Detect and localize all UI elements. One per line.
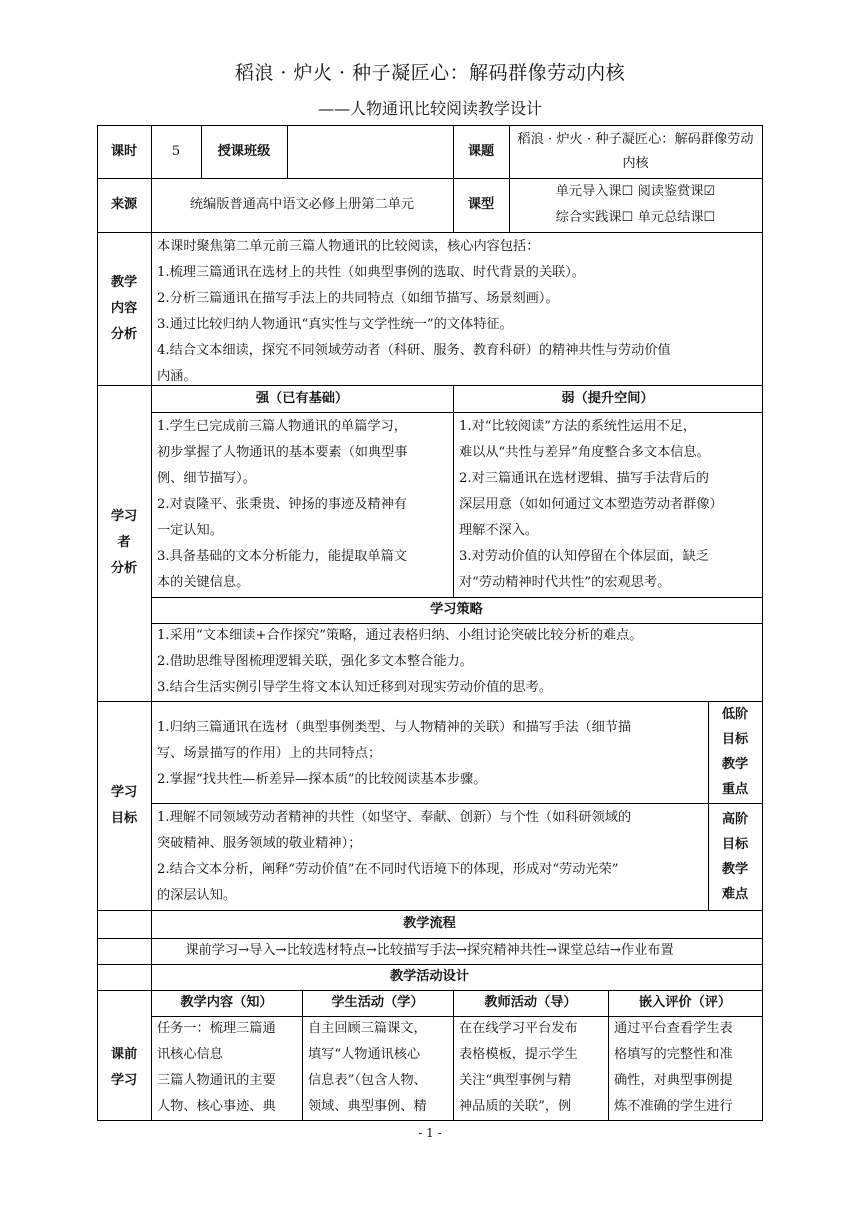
pre-class-content: 任务一：梳理三篇通 讯核心信息 三篇人物通讯的主要 人物、核心事迹、典 xyxy=(157,1021,276,1114)
content-analysis-label: 教学 内容 分析 xyxy=(110,274,138,342)
topic-value: 稻浪 · 炉火 · 种子凝匠心：解码群像劳动内核 xyxy=(517,131,754,171)
document-title: 稻浪 · 炉火 · 种子凝匠心：解码群像劳动内核 xyxy=(234,62,626,84)
low-objectives-text: 1.归纳三篇通讯在选材（典型事例类型、与人物精神的关联）和描写手法（细节描 写、场景描写的作用）上的共同特点； 2.掌握“找共性—析差异—探本质”的比较阅读基本步骤。 xyxy=(157,720,632,787)
strong-header: 强（已有基础） xyxy=(255,390,349,406)
strong-text: 1.学生已完成前三篇人物通讯的单篇学习， 初步掌握了人物通讯的基本要素（如典型事 例、细节描写）。 2.对袁隆平、张秉贵、钟扬的事迹及精神有 一定认知。 3.具备基础的文本分析能力，能提取单篇文 本的关键信息。 xyxy=(157,419,408,590)
strategy-header: 学习策略 xyxy=(430,602,483,617)
content-line: 1.梳理三篇通讯在选材上的共性（如典型事例的选取、时代背景的关联）。 xyxy=(157,265,585,280)
flow-text: 课前学习→导入→比较选材特点→比较描写手法→探究精神共性→课堂总结→作业布置 xyxy=(185,943,674,958)
type-label: 课型 xyxy=(467,197,495,212)
lesson-value: 5 xyxy=(171,143,181,159)
low-objective-tag: 低阶 目标 教学 重点 xyxy=(721,707,749,797)
content-line: 4.结合文本细读，探究不同领域劳动者（科研、服务、教育科研）的精神共性与劳动价值 xyxy=(157,343,671,358)
objectives-label: 学习 目标 xyxy=(110,784,138,826)
type-options-line-2[interactable]: 综合实践课☐ 单元总结课☐ xyxy=(555,210,716,225)
col-header-content: 教学内容（知） xyxy=(180,995,273,1010)
flow-header: 教学流程 xyxy=(403,916,456,931)
pre-class-label: 课前 学习 xyxy=(110,1047,138,1088)
strategy-text: 1.采用“文本细读+合作探究”策略，通过表格归纳、小组讨论突破比较分析的难点。 2.借助思维导图梳理逻辑关联，强化多文本整合能力。 3.结合生活实例引导学生将文本认知迁移到对现实劳动价值的思考。 xyxy=(157,628,643,695)
pre-class-evaluation: 通过平台查看学生表 格填写的完整性和准 确性，对典型事例提 炼不准确的学生进行 xyxy=(614,1021,733,1114)
class-value[interactable] xyxy=(287,125,453,178)
col-header-evaluation: 嵌入评价（评） xyxy=(638,995,732,1010)
high-objectives-text: 1.理解不同领域劳动者精神的共性（如坚守、奉献、创新）与个性（如科研领域的 突破精神、服务领域的敬业精神）； 2.结合文本分析，阐释“劳动价值”在不同时代语境下的体现，形成对“劳动光荣” 的深层认知。 xyxy=(157,810,632,903)
page-number: - 1 - xyxy=(418,1126,442,1140)
activities-header: 教学活动设计 xyxy=(389,969,470,984)
class-label: 授课班级 xyxy=(217,143,271,159)
weak-text: 1.对“比较阅读”方法的系统性运用不足， 难以从“共性与差异”角度整合多文本信息。 2.对三篇通讯在选材逻辑、描写手法背后的 深层用意（如如何通过文本塑造劳动者群像） 理解不深入。 3.对劳动价值的认知停留在个体层面，缺乏 对“劳动精神时代共性”的宏观思考。 xyxy=(459,419,723,590)
pre-class-teacher-activity: 在在线学习平台发布 表格模板，提示学生 关注“典型事例与精 神品质的关联”，例 xyxy=(459,1021,578,1114)
content-line: 2.分析三篇通讯在描写手法上的共同特点（如细节描写、场景刻画）。 xyxy=(157,291,559,306)
content-line: 本课时聚焦第二单元前三篇人物通讯的比较阅读，核心内容包括： xyxy=(157,239,540,254)
content-line: 3.通过比较归纳人物通讯“真实性与文学性统一”的文体特征。 xyxy=(157,317,513,332)
type-options-line-1[interactable]: 单元导入课☐ 阅读鉴赏课☑ xyxy=(555,184,716,199)
learner-analysis-label: 学习 者 分析 xyxy=(110,509,138,576)
document-subtitle: ——人物通讯比较阅读教学设计 xyxy=(317,99,542,118)
lesson-type-options xyxy=(509,178,762,232)
content-line: 内涵。 xyxy=(157,369,197,384)
content-analysis-text xyxy=(151,232,762,385)
col-header-teacher: 教师活动（导） xyxy=(484,995,577,1010)
table-rule-v xyxy=(762,125,763,1121)
weak-header: 弱（提升空间） xyxy=(561,390,654,406)
table-rule-h xyxy=(97,1120,763,1121)
pre-class-student-activity: 自主回顾三篇课文， 填写“人物通讯核心 信息表”（包含人物、 领域、典型事例、精 xyxy=(308,1021,427,1114)
high-objective-tag: 高阶 目标 教学 难点 xyxy=(721,811,749,902)
source-value: 统编版普通高中语文必修上册第二单元 xyxy=(189,197,415,212)
topic-label: 课题 xyxy=(467,143,495,159)
source-label: 来源 xyxy=(110,197,138,212)
col-header-student: 学生活动（学） xyxy=(331,995,424,1010)
lesson-label: 课时 xyxy=(110,143,138,159)
